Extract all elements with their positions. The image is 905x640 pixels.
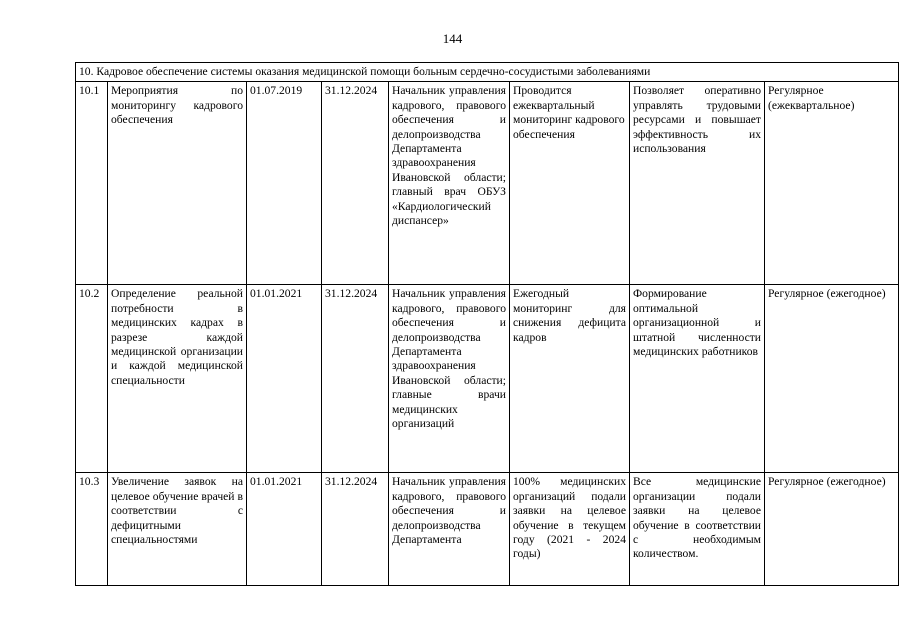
event-cell: Мероприятия по мониторингу кадрового обеспечения	[108, 82, 247, 285]
row-number: 10.2	[76, 285, 108, 473]
result-cell: Проводится ежеквартальный мониторинг кадрового обеспечения	[510, 82, 630, 285]
responsible-cell: Начальник управления кадрового, правового обеспечения и делопроизводства Департамента	[389, 473, 510, 586]
responsible-cell: Начальник управления кадрового, правового обеспечения и делопроизводства Департамента здравоохранения Ивановской области; главный врач ОБУЗ «Кардиологический диспансер»	[389, 82, 510, 285]
event-cell: Определение реальной потребности в медицинских кадрах в разрезе каждой медицинской организации и каждой медицинской специальности	[108, 285, 247, 473]
frequency-cell: Регулярное (ежегодное)	[765, 473, 899, 586]
row-number: 10.1	[76, 82, 108, 285]
start-date-cell: 01.01.2021	[247, 473, 322, 586]
end-date-cell: 31.12.2024	[322, 285, 389, 473]
start-date-cell: 01.07.2019	[247, 82, 322, 285]
table-row	[76, 82, 899, 285]
effect-cell: Позволяет оперативно управлять трудовыми ресурсами и повышает эффективность их использования	[630, 82, 765, 285]
effect-cell: Все медицинские организации подали заявки на целевое обучение в соответствии с необходимым количеством.	[630, 473, 765, 586]
end-date-cell: 31.12.2024	[322, 473, 389, 586]
result-cell: Ежегодный мониторинг для снижения дефицита кадров	[510, 285, 630, 473]
effect-cell: Формирование оптимальной организационной и штатной численности медицинских работников	[630, 285, 765, 473]
frequency-cell: Регулярное (ежеквартальное)	[765, 82, 899, 285]
section-header-row	[76, 63, 899, 82]
event-cell: Увеличение заявок на целевое обучение врачей в соответствии с дефицитными специальностями	[108, 473, 247, 586]
row-number: 10.3	[76, 473, 108, 586]
responsible-cell: Начальник управления кадрового, правового обеспечения и делопроизводства Департамента здравоохранения Ивановской области; главные врачи медицинских организаций	[389, 285, 510, 473]
section-title: 10. Кадровое обеспечение системы оказания медицинской помощи больным сердечно-сосудистыми заболеваниями	[76, 63, 899, 82]
table-row	[76, 473, 899, 586]
measures-table	[75, 62, 899, 586]
result-cell: 100% медицинских организаций подали заявки на целевое обучение в текущем году (2021 - 2024 годы)	[510, 473, 630, 586]
table-row	[76, 285, 899, 473]
page-number: 144	[442, 31, 463, 46]
end-date-cell: 31.12.2024	[322, 82, 389, 285]
frequency-cell: Регулярное (ежегодное)	[765, 285, 899, 473]
start-date-cell: 01.01.2021	[247, 285, 322, 473]
